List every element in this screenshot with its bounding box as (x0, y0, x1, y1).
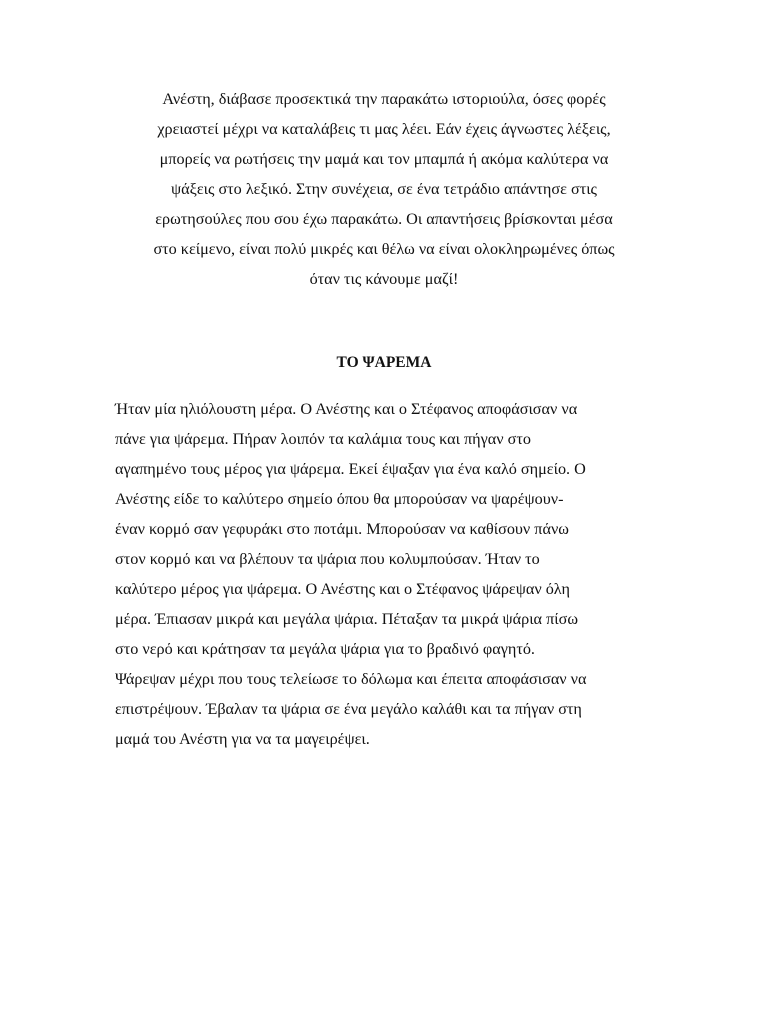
story-line: αγαπημένο τους μέρος για ψάρεμα. Εκεί έψαξαν για ένα καλό σημείο. Ο (115, 460, 586, 478)
intro-line: χρειαστεί μέχρι να καταλάβεις τι μας λέει. Εάν έχεις άγνωστες λέξεις, (157, 120, 611, 138)
story-line: Ψάρεψαν μέχρι που τους τελείωσε το δόλωμα και έπειτα αποφάσισαν να (115, 670, 587, 688)
intro-paragraph (112, 84, 656, 294)
intro-line: στο κείμενο, είναι πολύ μικρές και θέλω να είναι ολοκληρωμένες όπως (153, 240, 615, 258)
story-paragraph (115, 394, 675, 754)
story-line: επιστρέψουν. Έβαλαν τα ψάρια σε ένα μεγάλο καλάθι και τα πήγαν στη (115, 700, 582, 718)
story-line: Ήταν μία ηλιόλουστη μέρα. Ο Ανέστης και ο Στέφανος αποφάσισαν να (115, 400, 578, 418)
intro-line: ερωτησούλες που σου έχω παρακάτω. Οι απαντήσεις βρίσκονται μέσα (155, 210, 613, 228)
story-title: ΤΟ ΨΑΡΕΜΑ (336, 354, 432, 371)
intro-line: ψάξεις στο λεξικό. Στην συνέχεια, σε ένα τετράδιο απάντησε στις (171, 180, 597, 198)
intro-line: όταν τις κάνουμε μαζί! (309, 270, 459, 288)
intro-line: μπορείς να ρωτήσεις την μαμά και τον μπαμπά ή ακόμα καλύτερα να (159, 150, 609, 168)
story-line: μέρα. Έπιασαν μικρά και μεγάλα ψάρια. Πέταξαν τα μικρά ψάρια πίσω (115, 610, 578, 628)
story-line: έναν κορμό σαν γεφυράκι στο ποτάμι. Μπορούσαν να καθίσουν πάνω (115, 520, 569, 538)
story-line: μαμά του Ανέστη για να τα μαγειρέψει. (115, 730, 370, 748)
story-line: Ανέστης είδε το καλύτερο σημείο όπου θα μπορούσαν να ψαρέψουν- (115, 490, 564, 508)
story-line: στο νερό και κράτησαν τα μεγάλα ψάρια για το βραδινό φαγητό. (115, 640, 535, 658)
story-line: πάνε για ψάρεμα. Πήραν λοιπόν τα καλάμια τους και πήγαν στο (115, 430, 531, 448)
story-line: στον κορμό και να βλέπουν τα ψάρια που κολυμπούσαν. Ήταν το (115, 550, 540, 568)
story-line: καλύτερο μέρος για ψάρεμα. Ο Ανέστης και ο Στέφανος ψάρεψαν όλη (115, 580, 570, 598)
intro-line: Ανέστη, διάβασε προσεκτικά την παρακάτω ιστοριούλα, όσες φορές (162, 90, 606, 108)
